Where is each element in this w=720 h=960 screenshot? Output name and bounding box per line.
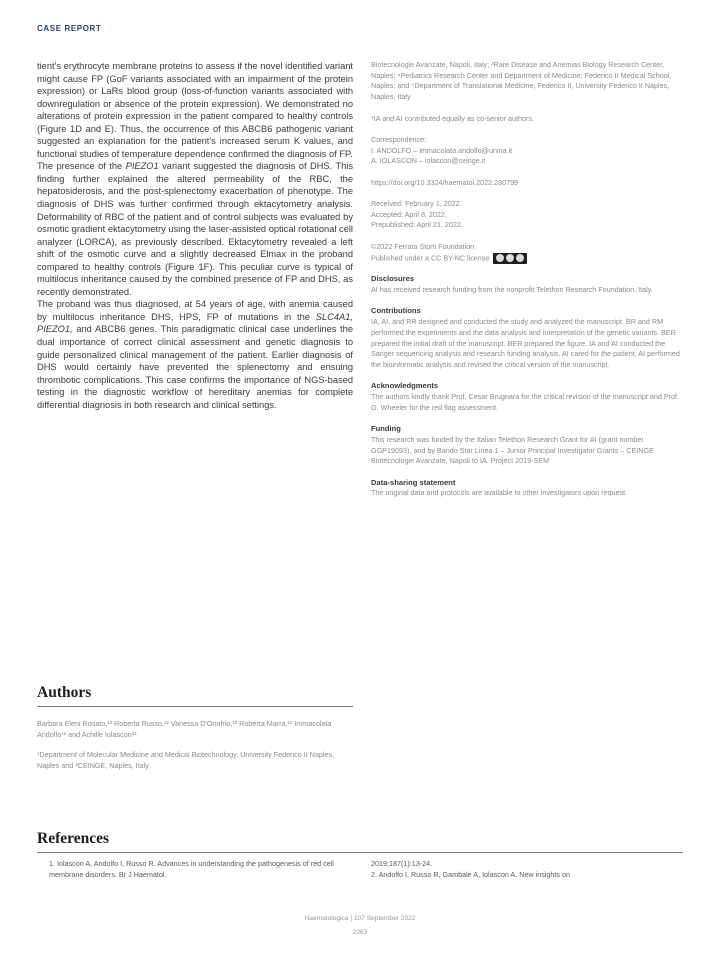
data-sharing-heading: Data-sharing statement	[371, 477, 456, 487]
section-divider	[37, 706, 353, 707]
correspondence-email: A. IOLASCON – iolascon@ceinge.it	[371, 156, 486, 166]
author-list: Barbara Eleni Rosato,¹² Roberta Russo,¹² Vanessa D'Onofrio,¹² Roberta Marra,¹² Immacolata Andolfo¹² and Achille Iolascon¹²	[37, 719, 332, 739]
correspondence-email: I. ANDOLFO – immacolata.andolfo@unina.it	[371, 145, 513, 155]
data-sharing-text: The original data and protocols are available to other investigators upon request.	[371, 488, 628, 498]
correspondence-heading: Correspondence:	[371, 134, 427, 144]
cc-license-icon	[493, 253, 527, 264]
received-date: Received: February 1, 2022.	[371, 199, 462, 209]
license-line: Published under a CC BY-NC license	[371, 253, 683, 264]
copyright-line: ©2022 Ferrata Storti Foundation	[371, 241, 475, 251]
acknowledgments-heading: Acknowledgments	[371, 381, 439, 391]
main-text-column	[37, 60, 353, 411]
contributions-text: IA, AI, and RR designed and conducted the study and analyzed the manuscript. BR and RM performed the experiments and the data analysis and interpretation of the genetic variants. BER prepared the initial draft of the manuscript. BER prepared the figure. IA and AI conducted the Sanger sequencing analysis and research funding analysis. AI cared for the patient. AI performed the bioinformatic analysis and revised the critical version of the manuscript.	[371, 317, 680, 369]
reference-item: 1. Iolascon A, Andolfo I, Russo R. Advances in understanding the pathogenesis of red cell membrane disorders. Br J Haematol.	[49, 859, 334, 879]
contributions-heading: Contributions	[371, 306, 421, 316]
body-paragraph: The proband was thus diagnosed, at 54 years of age, with anemia caused by multilocus inheritance DHS, HPS, FP of mutations in the SLC4A1, PIEZO1, and ABCB6 genes. This paradigmatic clinical case underlines the dual importance of correct clinical assessment and genetic diagnosis to guide personalized clinical management of the patient. Earlier diagnosis of DHS would certainly have prevented the splenectomy and ensuing thrombotic complications. This case confirms the importance of NGS-based testing in the diagnostic workflow of hereditary anemias for complete differential diagnosis in both research and clinical settings.	[37, 299, 353, 410]
page-number: 2263	[352, 929, 368, 936]
authors-heading: Authors	[37, 684, 92, 701]
affiliation-continued: Biotecnologie Avanzate, Napoli, Italy; ³Rare Disease and Anemias Biology Research Center, Naples; ⁴Pediatrics Research Center and Department of Medicine; Federico II Medical School, Naples; and ⁵Department of Translational Medicine, Federico II, University Federico II Naples, Naples, Italy	[371, 60, 672, 102]
author-affiliations: ¹Department of Molecular Medicine and Medical Biotechnology, University Federico II Naples, Naples and ²CEINGE, Naples, Italy	[37, 750, 335, 771]
funding-text: This research was funded by the Italian Telethon Research Grant for AI (grant number GGP19093), and by Bando Star Linea 1 – Junior Principal Investigator Grants – CEINGE Biotecnologie Avanzate, Napoli to IA. Project 2019-SEM	[371, 434, 654, 466]
doi-link[interactable]: https://doi.org/10.3324/haematol.2022.280799	[371, 177, 519, 187]
disclosures-heading: Disclosures	[371, 274, 415, 284]
article-info-column	[371, 60, 683, 499]
gene-name: SLC4A1, PIEZO1,	[37, 311, 353, 335]
body-paragraph: The presence of the PIEZO1 variant suggested the diagnosis of DHS. This finding further explained the altered permeability of the RBC, the hepatosiderosis, and the post-splenectomy exacerbation of phenotype. The diagnosis of DHS was further confirmed through ektacytometry analysis. Deformability of RBC of the patient and of control subjects was evaluated by osmotic gradient ektacytometry using the laser-assisted optical rotational cell analyzer (LORCA), as previously described. Ektacytometry revealed a left shift of the osmotic curve and a slightly decreased Elmax in the proband compared to healthy controls (Figure 1F). This peculiar curve is typical of multilocus inheritance caused by the combined presence of FP and DHS, as recently demonstrated.	[37, 161, 354, 297]
reference-item-continued: 2019;187(1):13-24.	[371, 859, 433, 868]
reference-item-column	[371, 859, 671, 880]
article-type-label: CASE REPORT	[37, 24, 102, 33]
authors-section	[37, 684, 353, 772]
journal-footer: Haematologica | 107 September 2022	[304, 915, 416, 922]
prepublished-date: Prepublished: April 21, 2022.	[371, 220, 463, 230]
accepted-date: Accepted: April 8, 2022.	[371, 209, 447, 219]
equal-contribution-note: *IA and AI contributed equally as co-senior authors.	[371, 113, 535, 123]
funding-heading: Funding	[371, 424, 401, 434]
disclosures-text: AI has received research funding from the nonprofit Telethon Research Foundation, Italy.	[371, 285, 653, 295]
acknowledgments-text: The authors kindly thank Prof. Cesar Brugnara for the critical revision of the manuscript and Prof. G. Wheeler for the red flag assessment.	[371, 392, 680, 412]
body-paragraph: tient's erythrocyte membrane proteins to assess if the novel identified variant might cause FP (GoF variants associated with an impairment of the protein expression) or LaRs blood group (loss-of-function variants associated with downregulation or absence of the protein expression). We demonstrated no alterations of protein expression in the patient compared to healthy controls (Figure 1D and E). Thus, the occurrence of this ABCB6 pathogenic variant suggested an explanation for the patient's increased serum K values, and functional studies of temperature dependence confirmed the diagnosis of FP.	[37, 61, 353, 159]
gene-name: PIEZO1	[125, 161, 159, 172]
references-section	[37, 830, 683, 893]
references-heading: References	[37, 830, 110, 847]
reference-item: 2. Andolfo I, Russo R, Gambale A, Iolascon A. New insights on	[371, 869, 570, 879]
